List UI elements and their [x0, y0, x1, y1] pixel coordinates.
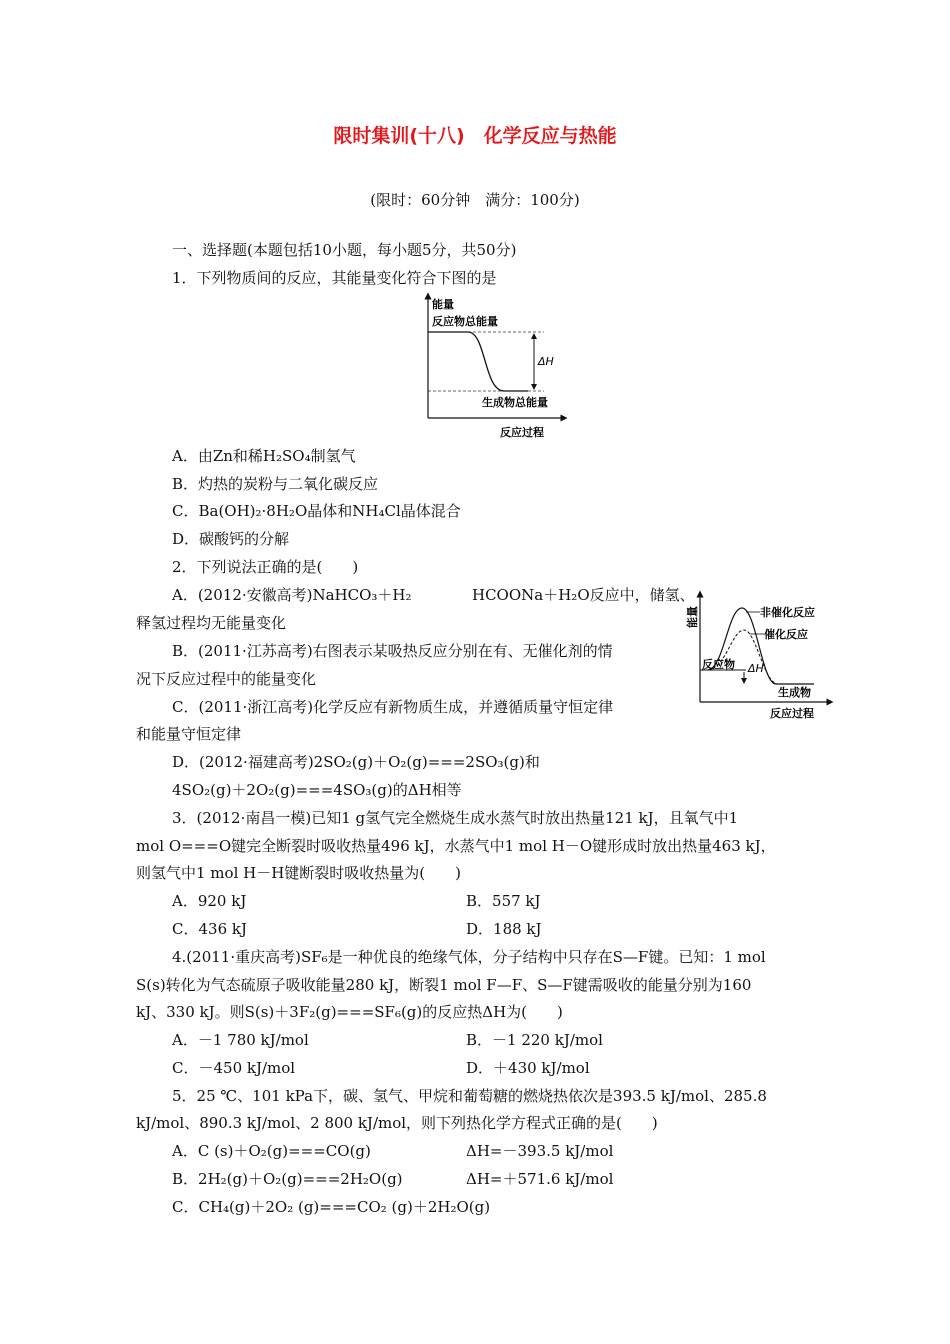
q2-option-c: C．(2011·浙江高考)化学反应有新物质生成，并遵循质量守恒定律 [172, 698, 614, 716]
q2-catalyst-diagram [684, 590, 834, 722]
q2-catalyzed-label: 催化反应 [764, 628, 808, 641]
q1-product-label: 生成物总能量 [482, 396, 548, 409]
q2-option-d-cont: 4SO₂(g)＋2O₂(g)===4SO₃(g)的ΔH相等 [172, 781, 462, 799]
q2-y-axis-label: 能量 [686, 606, 699, 628]
q5-line-2: kJ/mol、890.3 kJ/mol、2 800 kJ/mol，则下列热化学方程式正确的是( ) [136, 1114, 658, 1132]
q4-option-b: B．－1 220 kJ/mol [466, 1031, 603, 1049]
q4-option-c: C．－450 kJ/mol [172, 1059, 296, 1077]
q3-line-3: 则氢气中1 mol H－H键断裂时吸收热量为( ) [136, 864, 461, 882]
q2-option-b: B．(2011·江苏高考)右图表示某吸热反应分别在有、无催化剂的情 [172, 642, 613, 660]
q4-option-a: A．－1 780 kJ/mol [172, 1031, 309, 1049]
q4-line-3: kJ、330 kJ。则S(s)＋3F₂(g)===SF₆(g)的反应热ΔH为( ) [136, 1003, 563, 1021]
q1-option-b: B．灼热的炭粉与二氧化碳反应 [172, 475, 379, 493]
q2-stem: 2．下列说法正确的是( ) [172, 558, 359, 576]
q1-option-c: C．Ba(OH)₂·8H₂O晶体和NH₄Cl晶体混合 [172, 502, 461, 520]
q2-option-c-cont: 和能量守恒定律 [136, 725, 242, 743]
q5-option-b-dh: ΔH=＋571.6 kJ/mol [466, 1170, 614, 1188]
q3-option-a: A．920 kJ [172, 892, 247, 910]
q1-reactant-label: 反应物总能量 [432, 315, 498, 328]
q3-option-b: B．557 kJ [466, 892, 541, 910]
page-title: 限时集训(十八) 化学反应与热能 [333, 125, 617, 147]
q1-x-axis-label: 反应过程 [500, 426, 544, 439]
q1-option-d: D．碳酸钙的分解 [172, 530, 290, 548]
q4-line-1: 4.(2011·重庆高考)SF₆是一种优良的绝缘气体，分子结构中只存在S—F键。已知：1 mol [172, 948, 766, 966]
q1-y-axis-label: 能量 [432, 298, 454, 311]
q1-energy-curve [428, 332, 528, 391]
q4-option-d: D．＋430 kJ/mol [466, 1059, 590, 1077]
q2-dh-label: ΔH [748, 662, 764, 675]
q2-x-axis-label: 反应过程 [770, 707, 814, 720]
q3-option-c: C．436 kJ [172, 920, 247, 938]
q4-line-2: S(s)转化为气态硫原子吸收能量280 kJ，断裂1 mol F—F、S—F键需吸收的能量分别为160 [136, 976, 752, 994]
q1-option-a: A．由Zn和稀H₂SO₄制氢气 [172, 447, 356, 465]
q5-option-b-equation: B．2H₂(g)＋O₂(g)===2H₂O(g) [172, 1170, 403, 1188]
q2-option-d: D．(2012·福建高考)2SO₂(g)＋O₂(g)===2SO₃(g)和 [172, 753, 540, 771]
q2-option-b-cont: 况下反应过程中的能量变化 [136, 670, 317, 688]
q5-line-1: 5．25 ℃、101 kPa下，碳、氢气、甲烷和葡萄糖的燃烧热依次是393.5 kJ/mol、285.8 [172, 1087, 767, 1105]
q3-line-2: mol O===O键完全断裂时吸收热量496 kJ，水蒸气中1 mol H－O键形成时放出热量463 kJ， [136, 837, 776, 855]
q2-option-a-cont: 释氢过程均无能量变化 [136, 614, 287, 632]
q3-option-d: D．188 kJ [466, 920, 542, 938]
q2-option-a-left: A．(2012·安徽高考)NaHCO₃＋H₂ [172, 586, 412, 604]
q2-uncatalyzed-label: 非催化反应 [760, 606, 815, 619]
q3-line-1: 3．(2012·南昌一模)已知1 g氢气完全燃烧生成水蒸气时放出热量121 kJ，且氧气中1 [172, 809, 739, 827]
q2-product-label: 生成物 [778, 686, 811, 699]
q5-option-a-equation: A．C (s)＋O₂(g)===CO(g) [172, 1142, 371, 1160]
q2-option-a-right: HCOONa＋H₂O反应中，储氢、 [472, 586, 695, 604]
q2-reactant-label: 反应物 [702, 658, 735, 671]
section-heading: 一、选择题(本题包括10小题，每小题5分，共50分) [172, 241, 517, 259]
q1-stem: 1．下列物质间的反应，其能量变化符合下图的是 [172, 269, 497, 287]
q1-energy-diagram [420, 292, 570, 442]
q5-option-a-dh: ΔH=－393.5 kJ/mol [466, 1142, 614, 1160]
q1-dh-label: ΔH [538, 355, 554, 368]
q5-option-c-equation: C．CH₄(g)＋2O₂ (g)===CO₂ (g)＋2H₂O(g) [172, 1198, 491, 1216]
page-subtitle: (限时：60分钟 满分：100分) [370, 191, 580, 209]
